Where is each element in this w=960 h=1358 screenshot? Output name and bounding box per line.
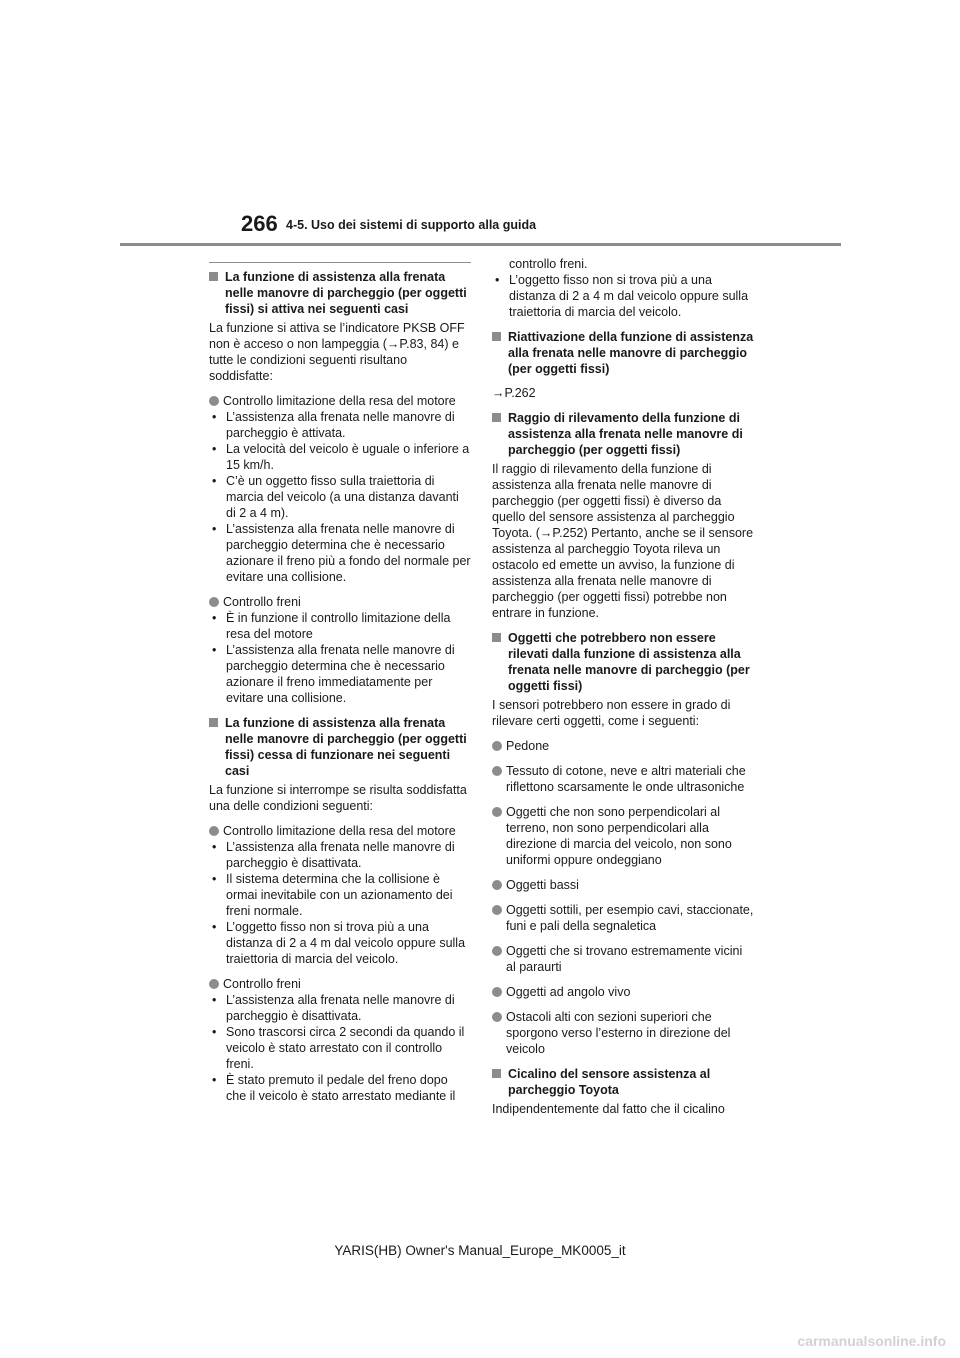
circle-bullet-icon <box>492 880 502 890</box>
bullet-item: Oggetti bassi <box>492 877 754 893</box>
sub-item: • L’assistenza alla frenata nelle manovre di parcheggio è attivata. <box>212 410 455 440</box>
bullet-item: Controllo limitazione della resa del motore <box>209 393 471 409</box>
dot-bullet-icon: • <box>212 1025 217 1039</box>
paragraph: Indipendentemente dal fatto che il cicalino <box>492 1102 725 1116</box>
circle-bullet-icon <box>492 741 502 751</box>
bullet-group <box>492 763 754 795</box>
square-bullet-icon <box>492 332 501 341</box>
dot-bullet-icon: • <box>212 872 217 886</box>
sub-item: • La velocità del veicolo è uguale o inferiore a 15 km/h. <box>212 442 470 472</box>
paragraph: Il raggio di rilevamento della funzione di assistenza alla frenata nelle manovre di parcheggio (per oggetti fissi) è diverso da quello del sensore assistenza al parcheggio Toyota. (→P.252) Pertanto, anche se il sensore assistenza al parcheggio Toyota rileva un ostacolo ed emette un avviso, la funzione di assistenza alla frenata nelle manovre di parcheggio (per oggetti fissi) potrebbe non entrare in funzione. <box>492 462 754 620</box>
square-bullet-icon <box>209 272 218 281</box>
dot-bullet-icon: • <box>212 611 217 625</box>
bullet-item: Oggetti che si trovano estremamente vicini al paraurti <box>492 943 754 975</box>
sub-item: • È in funzione il controllo limitazione della resa del motore <box>212 611 451 641</box>
circle-bullet-icon <box>492 946 502 956</box>
sub-item: • L’assistenza alla frenata nelle manovre di parcheggio è disattivata. <box>212 993 455 1023</box>
bullet-item: Oggetti sottili, per esempio cavi, staccionate, funi e pali della segnaletica <box>492 902 754 934</box>
heading-reactivation: Riattivazione della funzione di assistenza alla frenata nelle manovre di parcheggio (per oggetti fissi) <box>492 329 754 377</box>
bullet-item: Ostacoli alti con sezioni superiori che sporgono verso l’esterno in direzione del veicolo <box>492 1009 754 1057</box>
sub-item: • C’è un oggetto fisso sulla traiettoria di marcia del veicolo (a una distanza davanti di 2 a 4 m). <box>212 474 459 520</box>
circle-bullet-icon <box>492 1012 502 1022</box>
heading-undetected-objects: Oggetti che potrebbero non essere rilevati dalla funzione di assistenza alla frenata nelle manovre di parcheggio (per oggetti fissi) <box>492 630 754 694</box>
bullet-group <box>209 594 471 706</box>
sub-item: • Sono trascorsi circa 2 secondi da quando il veicolo è stato arrestato con il controllo freni. <box>212 1025 465 1071</box>
dot-bullet-icon: • <box>212 993 217 1007</box>
bullet-group <box>209 393 471 585</box>
dot-bullet-icon: • <box>495 273 500 287</box>
square-bullet-icon <box>209 718 218 727</box>
bullet-item: Tessuto di cotone, neve e altri materiali che riflettono scarsamente le onde ultrasoniche <box>492 763 754 795</box>
section-title: 4-5. Uso dei sistemi di supporto alla guida <box>286 218 537 232</box>
heading-detection-range: Raggio di rilevamento della funzione di assistenza alla frenata nelle manovre di parcheggio (per oggetti fissi) <box>492 410 754 458</box>
bullet-item: Pedone <box>492 738 754 754</box>
square-bullet-icon <box>492 413 501 422</box>
square-bullet-icon <box>492 633 501 642</box>
bullet-group <box>492 902 754 934</box>
bullet-group <box>492 1009 754 1057</box>
heading-buzzer: Cicalino del sensore assistenza al parcheggio Toyota <box>492 1066 754 1098</box>
sub-item: • L’assistenza alla frenata nelle manovre di parcheggio è disattivata. <box>212 840 455 870</box>
page-reference: →P.262 <box>492 386 536 400</box>
circle-bullet-icon <box>492 766 502 776</box>
circle-bullet-icon <box>209 979 219 989</box>
section-divider <box>209 262 471 263</box>
dot-bullet-icon: • <box>212 1073 217 1087</box>
bullet-item: Oggetti ad angolo vivo <box>492 984 754 1000</box>
bullet-group <box>492 738 754 754</box>
sub-item: • È stato premuto il pedale del freno dopo che il veicolo è stato arrestato mediante il <box>212 1073 456 1103</box>
dot-bullet-icon: • <box>212 920 217 934</box>
dot-bullet-icon: • <box>212 410 217 424</box>
bullet-item: Oggetti che non sono perpendicolari al terreno, non sono perpendicolari alla direzione di marcia del veicolo, non sono uniformi oppure ondeggiano <box>492 804 754 868</box>
bullet-group <box>492 877 754 893</box>
paragraph: I sensori potrebbero non essere in grado di rilevare certi oggetti, come i seguenti: <box>492 698 731 728</box>
dot-bullet-icon: • <box>212 522 217 536</box>
bullet-group <box>492 984 754 1000</box>
paragraph: La funzione si interrompe se risulta soddisfatta una delle condizioni seguenti: <box>209 783 467 813</box>
circle-bullet-icon <box>209 396 219 406</box>
paragraph: La funzione si attiva se l’indicatore PKSB OFF non è acceso o non lampeggia (→P.83, 84) e tutte le condizioni seguenti risultano soddisfatte: <box>209 321 465 383</box>
sub-item: • Il sistema determina che la collisione è ormai inevitabile con un azionamento dei freni normale. <box>212 872 453 918</box>
dot-bullet-icon: • <box>212 643 217 657</box>
circle-bullet-icon <box>209 826 219 836</box>
circle-bullet-icon <box>492 905 502 915</box>
heading-activation: La funzione di assistenza alla frenata nelle manovre di parcheggio (per oggetti fissi) si attiva nei seguenti casi <box>209 269 471 317</box>
page-number: 266 <box>241 211 278 236</box>
dot-bullet-icon: • <box>212 474 217 488</box>
bullet-group <box>209 823 471 967</box>
bullet-item: Controllo limitazione della resa del motore <box>209 823 471 839</box>
sub-item: • L’oggetto fisso non si trova più a una distanza di 2 a 4 m dal veicolo oppure sulla traiettoria di marcia del veicolo. <box>495 273 749 319</box>
bullet-item: Controllo freni <box>209 594 471 610</box>
sub-item: • L’assistenza alla frenata nelle manovre di parcheggio determina che è necessario azionare il freno immediatamente per evitare una collisione. <box>212 643 455 705</box>
bullet-group <box>492 804 754 868</box>
header-rule <box>120 243 841 246</box>
left-column <box>209 256 471 1113</box>
bullet-group <box>209 976 471 1104</box>
bullet-item: Controllo freni <box>209 976 471 992</box>
circle-bullet-icon <box>209 597 219 607</box>
heading-deactivation: La funzione di assistenza alla frenata nelle manovre di parcheggio (per oggetti fissi) cessa di funzionare nei seguenti casi <box>209 715 471 779</box>
sub-item: • L’oggetto fisso non si trova più a una distanza di 2 a 4 m dal veicolo oppure sulla traiettoria di marcia del veicolo. <box>212 920 466 966</box>
circle-bullet-icon <box>492 807 502 817</box>
watermark: carmanualsonline.info <box>797 1333 946 1349</box>
dot-bullet-icon: • <box>212 840 217 854</box>
circle-bullet-icon <box>492 987 502 997</box>
bullet-group <box>492 943 754 975</box>
sub-item: • L’assistenza alla frenata nelle manovre di parcheggio determina che è necessario azionare il freno più a fondo del normale per evitare una collisione. <box>212 522 471 584</box>
square-bullet-icon <box>492 1069 501 1078</box>
footer-manual-id: YARIS(HB) Owner's Manual_Europe_MK0005_it <box>334 1243 626 1258</box>
dot-bullet-icon: • <box>212 442 217 456</box>
right-column <box>492 256 754 1126</box>
continued-text: controllo freni. <box>509 257 588 271</box>
